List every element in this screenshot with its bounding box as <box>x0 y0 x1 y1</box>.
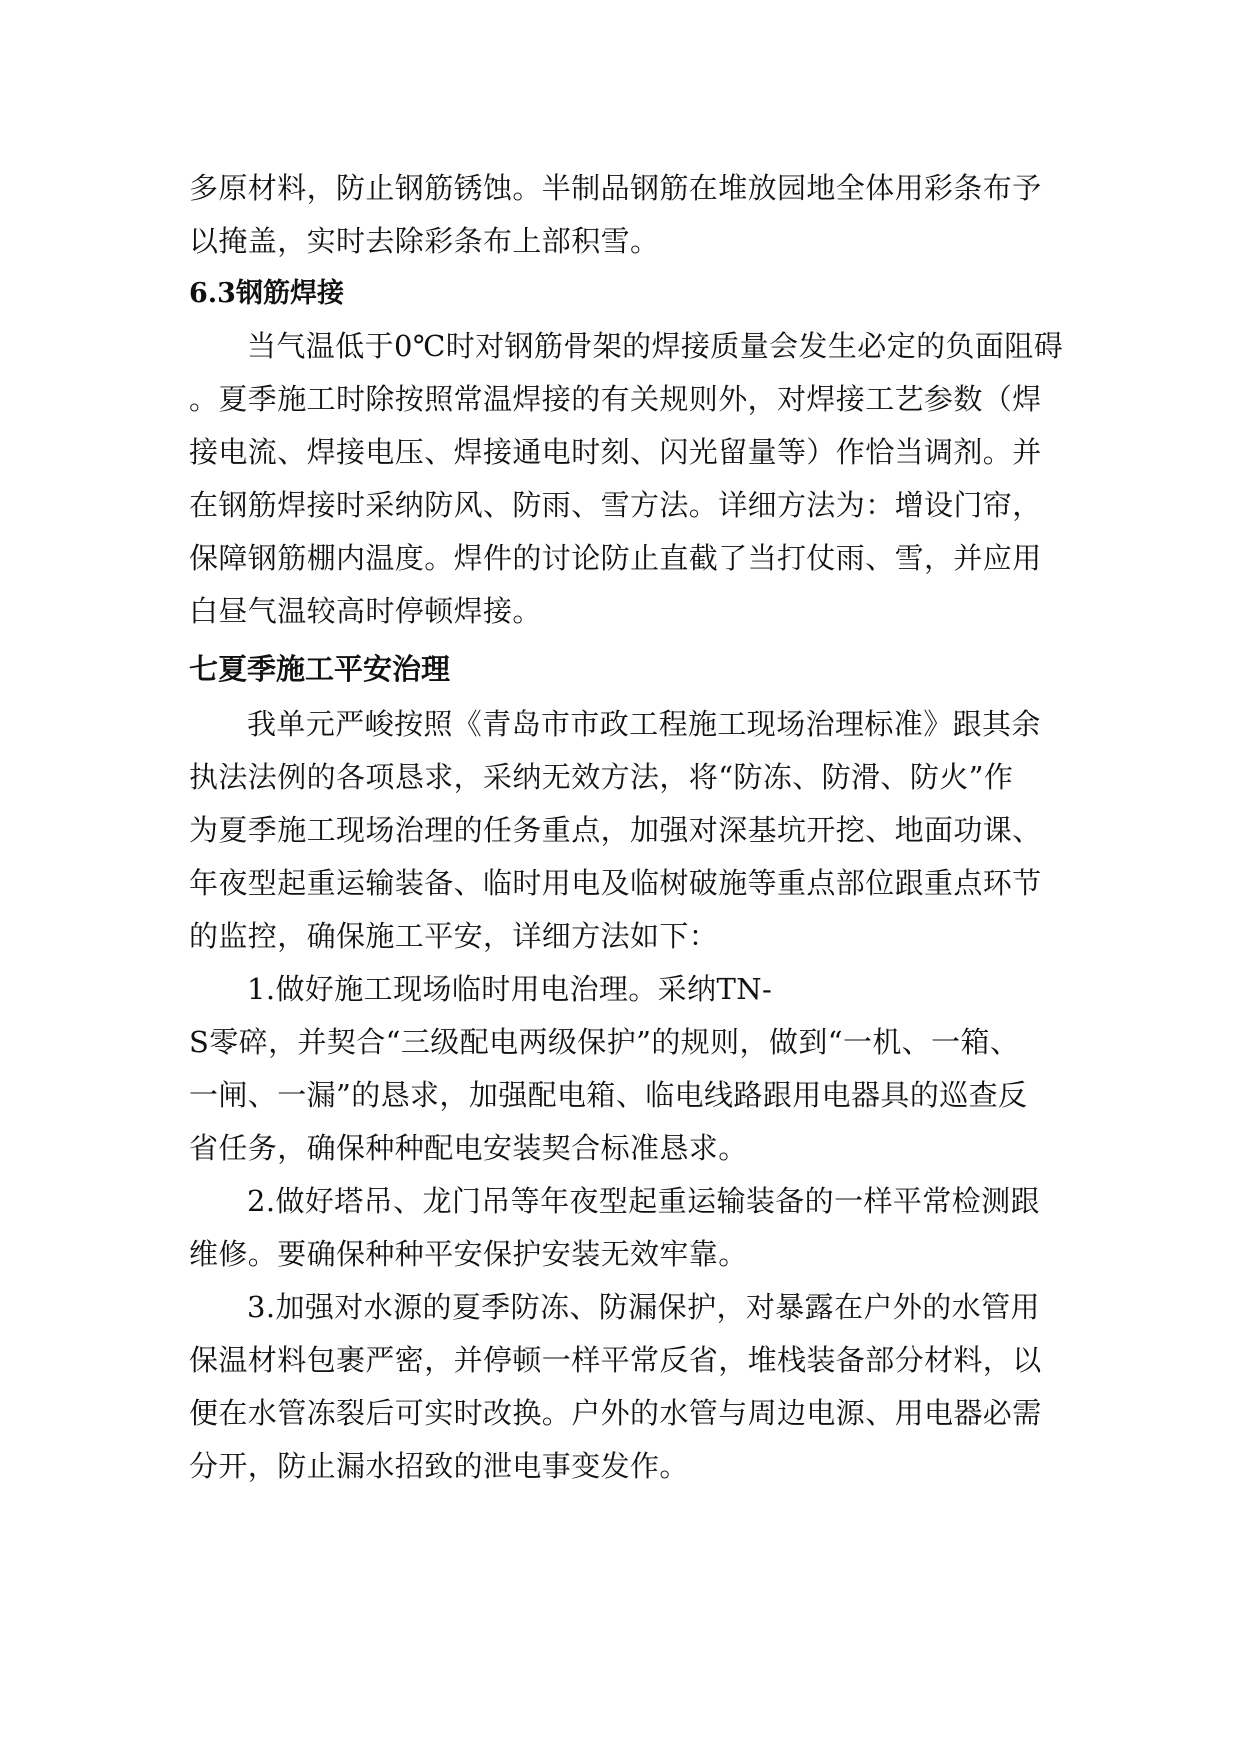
text-line: 的监控，确保施工平安，详细方法如下： <box>189 919 719 953</box>
text-line: 白昼气温较高时停顿焊接。 <box>189 594 542 628</box>
text-line: 保温材料包裹严密，并停顿一样平常反省，堆栈装备部分材料，以 <box>189 1343 1042 1377</box>
document-page <box>189 162 1064 1493</box>
chapter-heading: 七夏季施工平安治理 <box>189 652 451 686</box>
text-line: 分开，防止漏水招致的泄电事变发作。 <box>189 1449 689 1483</box>
paragraph <box>189 320 1064 638</box>
list-item-paragraph <box>189 1281 1057 1493</box>
text-line: 一闸、一漏”的恳求，加强配电箱、临电线路跟用电器具的巡查反 <box>189 1078 1028 1112</box>
text-line: 便在水管冻裂后可实时改换。户外的水管与周边电源、用电器必需 <box>189 1396 1042 1430</box>
text-line: 。夏季施工时除按照常温焊接的有关规则外，对焊接工艺参数（焊 <box>189 382 1042 416</box>
text-line: 执法法例的各项恳求，采纳无效方法，将“防冻、防滑、防火”作 <box>189 760 1014 794</box>
text-line: 为夏季施工现场治理的任务重点，加强对深基坑开挖、地面功课、 <box>189 813 1042 847</box>
text-line: 多原材料，防止钢筋锈蚀。半制品钢筋在堆放园地全体用彩条布予 <box>189 171 1042 205</box>
text-line: 保障钢筋棚内温度。焊件的讨论防止直截了当打仗雨、雪，并应用 <box>189 541 1042 575</box>
text-line: 1.做好施工现场临时用电治理。采纳TN- <box>247 972 773 1006</box>
text-line: 在钢筋焊接时采纳防风、防雨、雪方法。详细方法为：增设门帘， <box>189 488 1042 522</box>
list-item-paragraph <box>189 963 1057 1175</box>
section-heading: 6.3钢筋焊接 <box>189 278 344 309</box>
paragraph <box>189 698 1057 963</box>
text-line: 我单元严峻按照《青岛市市政工程施工现场治理标准》跟其余 <box>247 707 1041 741</box>
text-line: 省任务，确保种种配电安装契合标准恳求。 <box>189 1131 748 1165</box>
text-line: 3.加强对水源的夏季防冻、防漏保护，对暴露在户外的水管用 <box>247 1290 1040 1324</box>
text-line: 维修。要确保种种平安保护安装无效牢靠。 <box>189 1237 748 1271</box>
text-line: 年夜型起重运输装备、临时用电及临树破施等重点部位跟重点环节 <box>189 866 1042 900</box>
text-line: 接电流、焊接电压、焊接通电时刻、闪光留量等）作恰当调剂。并 <box>189 435 1042 469</box>
text-line: 以掩盖，实时去除彩条布上部积雪。 <box>189 224 660 258</box>
paragraph <box>189 162 1057 268</box>
text-line: S零碎，并契合“三级配电两级保护”的规则，做到“一机、一箱、 <box>189 1025 1020 1059</box>
text-line: 2.做好塔吊、龙门吊等年夜型起重运输装备的一样平常检测跟 <box>247 1184 1040 1218</box>
list-item-paragraph <box>189 1175 1057 1281</box>
text-line: 当气温低于0℃时对钢筋骨架的焊接质量会发生必定的负面阻碍 <box>247 329 1064 363</box>
